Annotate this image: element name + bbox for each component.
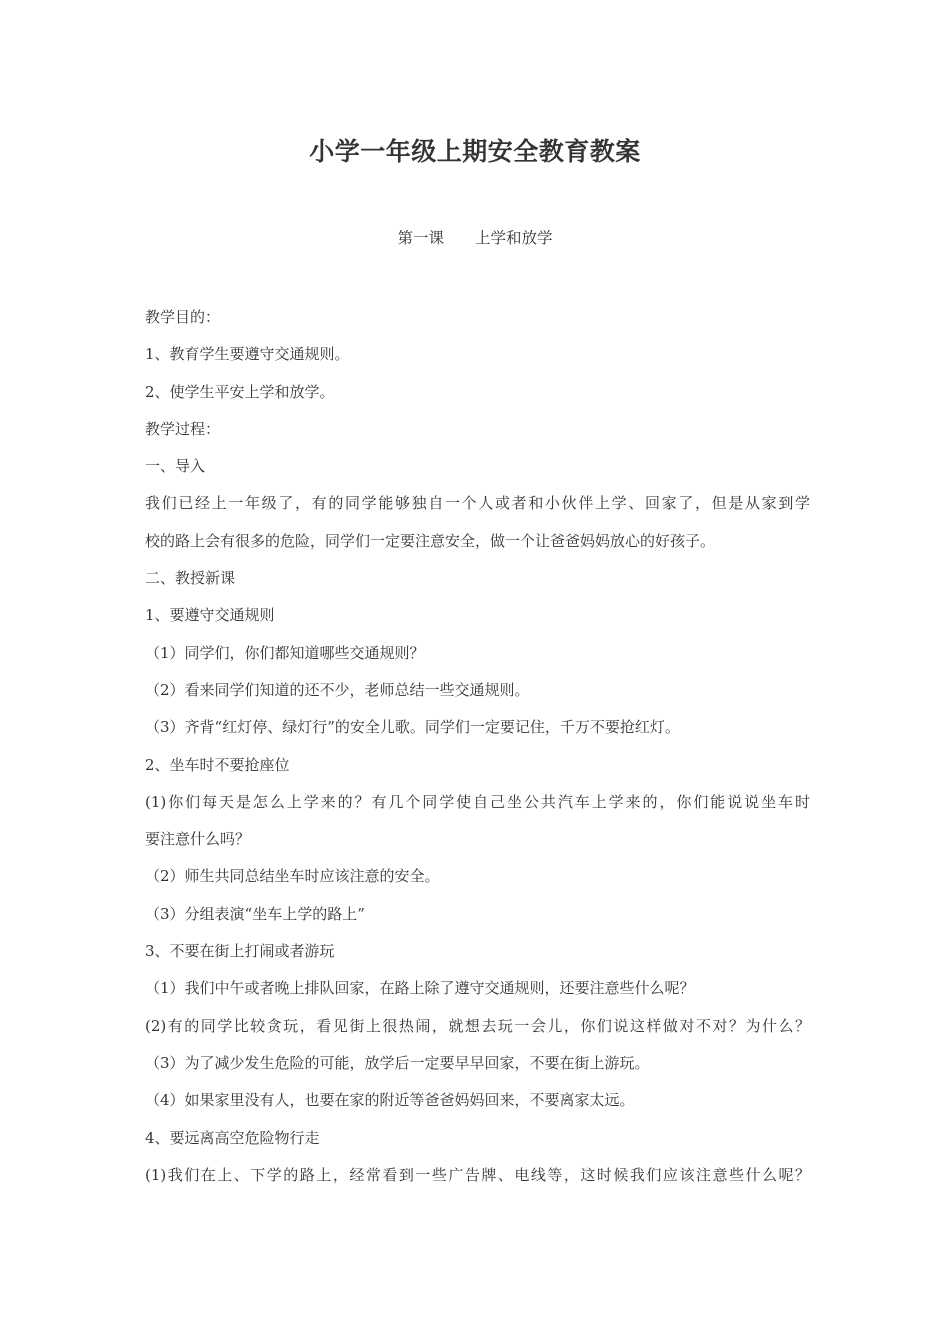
paragraph-line: 要注意什么吗？: [145, 830, 251, 849]
paragraph-line: （3）为了减少发生危险的可能，放学后一定要早早回家，不要在街上游玩。: [145, 1053, 650, 1072]
lesson-title: 第一课 上学和放学: [397, 229, 553, 247]
paragraph-line: (1)你们每天是怎么上学来的？有几个同学使自己坐公共汽车上学来的，你们能说说坐车时: [145, 792, 810, 811]
paragraph-line: （2）师生共同总结坐车时应该注意的安全。: [145, 867, 440, 886]
paragraph-line: （4）如果家里没有人，也要在家的附近等爸爸妈妈回来，不要离家太远。: [145, 1091, 635, 1110]
paragraph-line: 2、使学生平安上学和放学。: [145, 382, 335, 401]
paragraph-line: 教学过程：: [145, 419, 221, 438]
paragraph-line: (2)有的同学比较贪玩，看见街上很热闹，就想去玩一会儿，你们说这样做对不对？为什么？: [145, 1016, 810, 1035]
paragraph-line: 2、坐车时不要抢座位: [145, 755, 290, 774]
paragraph-line: （1）我们中午或者晚上排队回家，在路上除了遵守交通规则，还要注意些什么呢？: [145, 979, 695, 998]
lesson-body: [145, 299, 810, 1194]
paragraph-line: 3、不要在街上打闹或者游玩: [145, 942, 335, 961]
paragraph-line: 校的路上会有很多的危险，同学们一定要注意安全，做一个让爸爸妈妈放心的好孩子。: [145, 531, 716, 550]
document-title: 小学一年级上期安全教育教案: [309, 137, 641, 166]
paragraph-line: 我们已经上一年级了，有的同学能够独自一个人或者和小伙伴上学、回家了，但是从家到学: [145, 494, 810, 513]
paragraph-line: （1）同学们，你们都知道哪些交通规则？: [145, 643, 425, 662]
paragraph-line: 4、要远离高空危险物行走: [145, 1128, 320, 1147]
paragraph-line: 1、要遵守交通规则: [145, 606, 275, 625]
paragraph-line: （3）齐背“红灯停、绿灯行”的安全儿歌。同学们一定要记住，千万不要抢红灯。: [145, 718, 680, 737]
paragraph-line: 一、导入: [145, 457, 206, 476]
paragraph-line: （3）分组表演“坐车上学的路上”: [145, 904, 365, 923]
paragraph-line: 二、教授新课: [145, 569, 236, 588]
paragraph-line: (1)我们在上、下学的路上，经常看到一些广告牌、电线等，这时候我们应该注意些什么呢？: [145, 1165, 810, 1184]
paragraph-line: （2）看来同学们知道的还不少，老师总结一些交通规则。: [145, 680, 530, 699]
paragraph-line: 1、教育学生要遵守交通规则。: [145, 345, 350, 364]
paragraph-line: 教学目的：: [145, 308, 221, 326]
